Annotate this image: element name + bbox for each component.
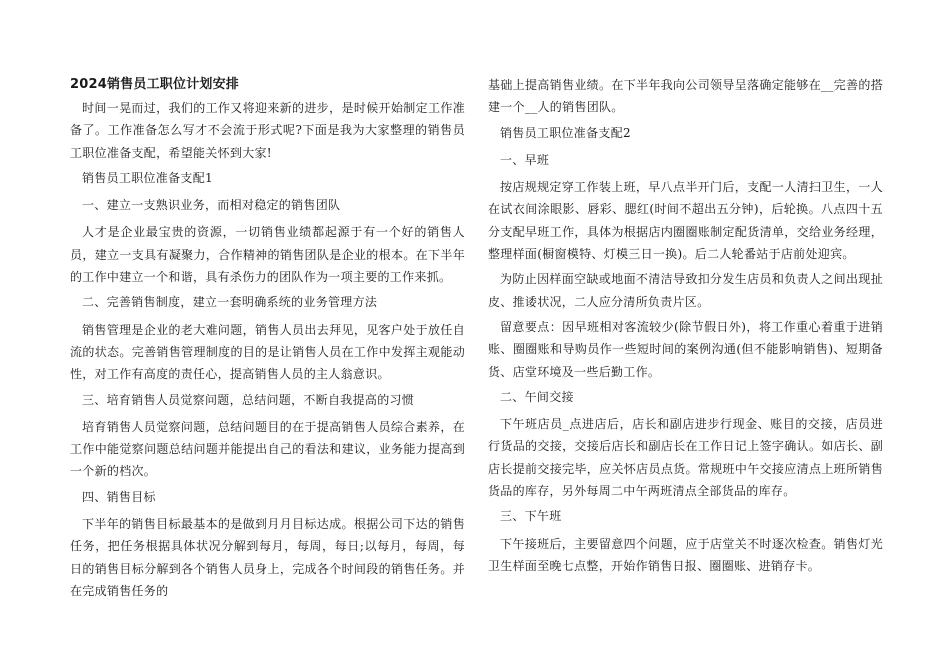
section-heading: 一、建立一支熟识业务，而相对稳定的销售团队 xyxy=(82,198,341,213)
left-column-body xyxy=(70,97,465,602)
section-heading: 二、完善销售制度，建立一套明确系统的业务管理方法 xyxy=(82,295,378,310)
section-heading: 四、销售目标 xyxy=(82,489,156,504)
section-heading: 三、下午班 xyxy=(500,509,562,524)
body-paragraph: 为防止因样面空缺或地面不清洁导致扣分发生店员和负责人之间出现扯皮、推诿状况，二人应分清所负责片区。 xyxy=(488,272,883,309)
body-paragraph: 留意要点：因早班相对客流较少(除节假日外)，将工作重心着重于进销账、圈圈账和导购员作一些短时间的案例沟通(但不能影响销售)、短期备货、店堂环境及一些后勤工作。 xyxy=(488,319,883,379)
body-paragraph: 按店规规定穿工作装上班，早八点半开门后，支配一人清扫卫生，一人在试衣间涂眼影、唇彩、腮红(时间不超出五分钟)，后轮换。八点四十五分支配早班工作，具体为根据店内圈圈账制定配货清单，交给业务经理，整理样面(橱窗模特、灯模三日一换)。后二人轮番站于店前处迎宾。 xyxy=(488,180,883,262)
section-heading: 销售员工职位准备支配2 xyxy=(500,125,631,140)
right-column xyxy=(488,74,883,580)
section-heading: 三、培育销售人员觉察问题，总结问题，不断自我提高的习惯 xyxy=(82,392,415,407)
right-column-body xyxy=(488,74,883,577)
section-heading: 销售员工职位准备支配1 xyxy=(82,170,213,185)
body-paragraph: 下半年的销售目标最基本的是做到月月目标达成。根据公司下达的销售任务，把任务根据具体状况分解到每月，每周，每日;以每月，每周，每日的销售目标分解到各个销售人员身上，完成各个时间段的销售任务。并在完成销售任务的 xyxy=(70,517,465,598)
left-column xyxy=(70,74,465,605)
section-heading: 一、早班 xyxy=(500,152,550,167)
body-paragraph: 时间一晃而过，我们的工作又将迎来新的进步，是时候开始制定工作准备了。工作准备怎么写才不会流于形式呢?下面是我为大家整理的销售员工职位准备支配，希望能关怀到大家! xyxy=(70,101,465,160)
section-heading: 二、午间交接 xyxy=(500,389,574,404)
body-paragraph: 下午班店员_点进店后，店长和副店进步行现金、账目的交接，店员进行货品的交接，交接后店长和副店长在工作日记上签字确认。如店长、副店长提前交接完毕，应关怀店员点货。常规班中午交接应清点上班所销售货品的库存，另外每周二中午两班清点全部货品的库存。 xyxy=(488,417,883,499)
body-paragraph: 人才是企业最宝贵的资源，一切销售业绩都起源于有一个好的销售人员，建立一支具有凝聚力，合作精神的销售团队是企业的根本。在下半年的工作中建立一个和谐，具有杀伤力的团队作为一项主要的工作来抓。 xyxy=(70,225,465,285)
document-title: 2024销售员工职位计划安排 xyxy=(70,77,239,92)
body-paragraph: 下午接班后，主要留意四个问题，应于店堂关不时逐次检查。销售灯光卫生样面至晚七点整，开始作销售日报、圈圈账、进销存卡。 xyxy=(488,536,883,573)
body-paragraph: 销售管理是企业的老大难问题，销售人员出去拜见，见客户处于放任自流的状态。完善销售管理制度的目的是让销售人员在工作中发挥主观能动性，对工作有高度的责任心，提高销售人员的主人翁意识。 xyxy=(70,322,465,382)
body-paragraph: 基础上提高销售业绩。在下半年我向公司领导呈落确定能够在__完善的搭建一个__人的销售团队。 xyxy=(488,78,883,115)
body-paragraph: 培育销售人员觉察问题，总结问题目的在于提高销售人员综合素养，在工作中能觉察问题总结问题并能提出自己的看法和建议，业务能力提高到一个新的档次。 xyxy=(70,419,465,479)
